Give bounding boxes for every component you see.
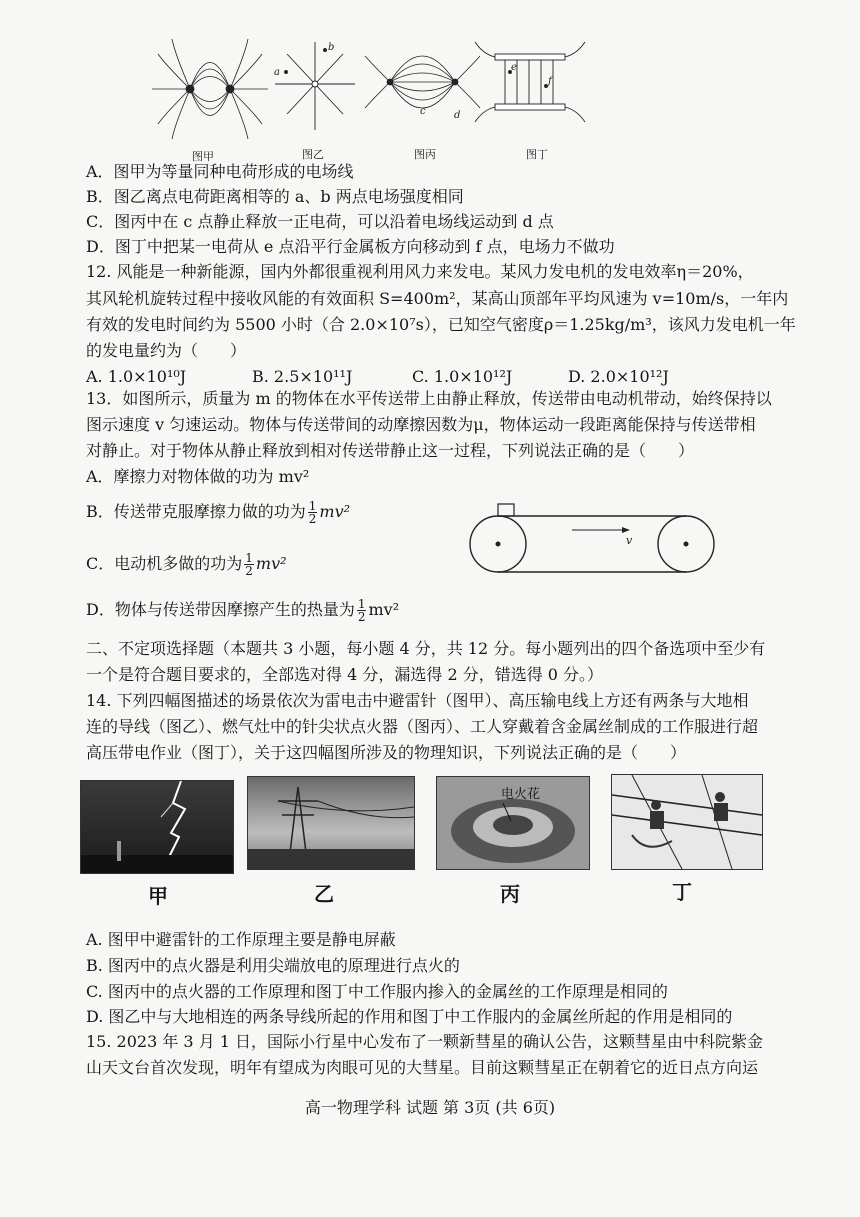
fraction-half: $\frac{1}{2}$	[308, 499, 317, 526]
section-2-header-line-1: 二、不定项选择题（本题共 3 小题，每小题 4 分，共 12 分。每小题列出的四个备选项中至少有	[86, 639, 766, 658]
q11-option-a: A．图甲为等量同种电荷形成的电场线	[86, 162, 354, 181]
photo-power-lines	[247, 776, 415, 870]
q13-option-a: A．摩擦力对物体做的功为 mv²	[86, 467, 310, 486]
q14-stem-line-1: 14. 下列四幅图描述的场景依次为雷电击中避雷针（图甲）、高压输电线上方还有两条与大地相	[86, 691, 749, 710]
photo-lightning	[80, 780, 234, 874]
q12-stem-line-2: 其风轮机旋转过程中接收风能的有效面积 S=400m²，某高山顶部年平均风速为 v=10m/s，一年内	[86, 289, 789, 308]
q12-stem-line-1: 12. 风能是一种新能源，国内外都很重视利用风力来发电。某风力发电机的发电效率η＝20%，	[86, 262, 754, 281]
point-label-d: d	[454, 110, 461, 121]
q12-option-d: D. 2.0×10¹²J	[568, 367, 669, 386]
field-line-figures	[150, 34, 600, 146]
q13-option-b-mv2: mv²	[319, 502, 351, 521]
photo-caption-ding: 丁	[672, 880, 692, 904]
q12-stem-line-4: 的发电量约为（ ）	[86, 341, 247, 360]
velocity-label: v	[626, 534, 633, 547]
photo-caption-bing: 丙	[500, 882, 520, 906]
photo-gas-stove	[436, 776, 590, 870]
q12-option-b: B. 2.5×10¹¹J	[252, 367, 353, 386]
q15-stem-line-2: 山天文台首次发现，明年有望成为肉眼可见的大彗星。目前这颗彗星正在朝着它的近日点方向运	[86, 1058, 759, 1077]
caption-figure-ding: 图丁	[526, 148, 548, 161]
q13-option-c	[86, 552, 287, 577]
q14-stem-line-2: 连的导线（图乙）、燃气灶中的针尖状点火器（图丙）、工人穿戴着含金属丝制成的工作服进行超	[86, 717, 759, 736]
block	[498, 504, 514, 516]
spark-label: 电火花	[501, 787, 541, 802]
q13-stem-line-3: 对静止。对于物体从静止释放到相对传送带静止这一过程，下列说法正确的是（ ）	[86, 441, 695, 460]
point-label-b: b	[328, 42, 335, 53]
figure-bing-diagram	[365, 56, 480, 108]
q13-option-d-mv2: mv²	[368, 600, 400, 619]
figure-jia-diagram	[152, 39, 268, 139]
q14-option-d: D. 图乙中与大地相连的两条导线所起的作用和图丁中工作服内的金属丝所起的作用是相同的	[86, 1007, 733, 1026]
page-footer: 高一物理学科 试题 第 3页 (共 6页)	[304, 1098, 556, 1117]
fraction-half: $\frac{1}{2}$	[245, 551, 253, 578]
q12-option-c: C. 1.0×10¹²J	[412, 367, 513, 386]
figure-yi-diagram	[275, 42, 355, 130]
point-label-a: a	[274, 67, 280, 78]
q13-option-d-text: D．物体与传送带因摩擦产生的热量为	[86, 600, 355, 619]
q14-option-c: C. 图丙中的点火器的工作原理和图丁中工作服内掺入的金属丝的工作原理是相同的	[86, 982, 668, 1001]
q11-option-b: B．图乙离点电荷距离相等的 a、b 两点电场强度相同	[86, 187, 464, 206]
q13-stem-line-2: 图示速度 v 匀速运动。物体与传送带间的动摩擦因数为μ，物体运动一段距离能保持与传送带相	[86, 415, 756, 434]
q12-stem-line-3: 有效的发电时间约为 5500 小时（合 2.0×10⁷s），已知空气密度ρ＝1.25kg/m³，该风力发电机一年	[86, 315, 796, 334]
caption-figure-jia: 图甲	[192, 150, 214, 163]
conveyor-belt-diagram	[462, 500, 722, 586]
q13-option-c-mv2: mv²	[255, 554, 287, 573]
q13-stem-line-1: 13．如图所示，质量为 m 的物体在水平传送带上由静止释放，传送带由电动机带动，始终保持以	[86, 389, 772, 408]
photo-caption-jia: 甲	[148, 884, 168, 908]
section-2-header-line-2: 一个是符合题目要求的，全部选对得 4 分，漏选得 2 分，错选得 0 分。）	[86, 665, 604, 684]
photo-caption-yi: 乙	[314, 882, 334, 906]
fraction-half: $\frac{1}{2}$	[357, 597, 366, 624]
figure-ding-diagram	[475, 42, 585, 122]
q13-option-b	[86, 500, 350, 525]
q11-option-d: D．图丁中把某一电荷从 e 点沿平行金属板方向移动到 f 点，电场力不做功	[86, 237, 615, 256]
point-label-c: c	[420, 106, 426, 117]
photo-live-line-work	[611, 774, 763, 870]
q13-option-d	[86, 598, 399, 623]
q13-option-b-text: B．传送带克服摩擦力做的功为	[86, 502, 306, 521]
q13-option-c-text: C．电动机多做的功为	[86, 554, 243, 573]
point-label-f: f	[548, 76, 552, 87]
q14-option-a: A. 图甲中避雷针的工作原理主要是静电屏蔽	[86, 930, 396, 949]
point-label-e: e	[511, 62, 517, 73]
q15-stem-line-1: 15. 2023 年 3 月 1 日，国际小行星中心发布了一颗新彗星的确认公告，这颗彗星由中科院紫金	[86, 1032, 764, 1051]
caption-figure-bing: 图丙	[414, 148, 436, 161]
q14-option-b: B. 图丙中的点火器是利用尖端放电的原理进行点火的	[86, 956, 460, 975]
q11-option-c: C．图丙中在 c 点静止释放一正电荷，可以沿着电场线运动到 d 点	[86, 212, 554, 231]
q12-option-a: A. 1.0×10¹⁰J	[86, 367, 187, 386]
q14-stem-line-3: 高压带电作业（图丁），关于这四幅图所涉及的物理知识，下列说法正确的是（ ）	[86, 743, 687, 762]
caption-figure-yi: 图乙	[302, 148, 324, 161]
